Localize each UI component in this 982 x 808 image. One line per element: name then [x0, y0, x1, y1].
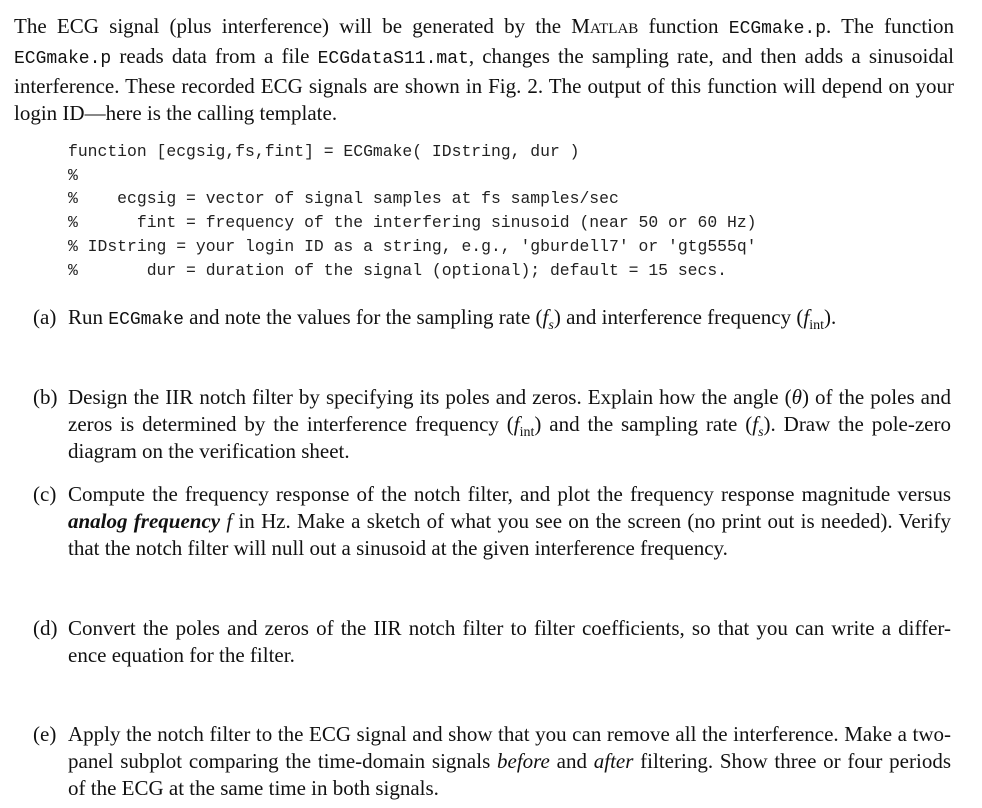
fint-subscript: int: [809, 318, 824, 334]
fs-symbol: f: [542, 305, 549, 329]
intro-text-4: reads data from a file: [111, 44, 318, 68]
part-d-label: (d): [33, 616, 58, 640]
fs-symbol: f: [752, 412, 759, 436]
code-line: %: [68, 165, 78, 185]
calling-template-code: [68, 140, 757, 282]
part-b: [33, 384, 951, 465]
code-line: % IDstring = your login ID as a string, e.g., 'gburdell7' or 'gtg555q': [68, 236, 757, 256]
function-name-2: ECGmake.p: [14, 49, 112, 69]
intro-text-1: The ECG signal (plus interference) will be generated by the: [14, 14, 572, 38]
part-a-text-4: ).: [823, 305, 837, 329]
part-e: [33, 721, 951, 802]
part-b-text-2: ) of the poles and zeros is determined by the interference frequency (: [68, 385, 951, 436]
intro-text-3: . The function: [826, 14, 954, 38]
part-b-text-3: ) and the sampling rate (: [534, 412, 753, 436]
part-b-text-4: ). Draw the pole-zero diagram on the verification sheet.: [68, 412, 951, 463]
part-a-code: ECGmake: [108, 310, 184, 330]
part-c-text-3: in Hz. Make a sketch of what you see on the screen (no print out is needed). Verify that the notch filter will null out a sinusoid at the given interference frequency.: [68, 509, 951, 560]
part-a: [33, 304, 951, 334]
part-b-label: (b): [33, 385, 58, 409]
code-line: function [ecgsig,fs,fint] = ECGmake( IDstring, dur ): [68, 142, 580, 161]
code-line: % fint = frequency of the interfering sinusoid (near 50 or 60 Hz): [68, 213, 757, 233]
part-c-text: [68, 481, 951, 562]
part-e-text: [68, 721, 951, 802]
part-d: [33, 615, 951, 669]
part-e-text-2: and: [549, 749, 594, 773]
part-d-text: Convert the poles and zeros of the IIR notch filter to filter coefficients, so that you can write a differ- ence equation for the filter.: [68, 616, 951, 667]
theta-symbol: θ: [791, 385, 802, 409]
code-line: % ecgsig = vector of signal samples at fs samples/sec: [68, 189, 619, 209]
fs-subscript: s: [548, 318, 554, 334]
part-a-text: [68, 304, 951, 334]
part-e-label: (e): [33, 722, 57, 746]
after-emphasis: after: [593, 749, 634, 773]
part-c-text-1: Compute the frequency response of the notch filter, and plot the frequency response magnitude versus: [68, 482, 951, 506]
intro-text-2: function: [638, 14, 729, 38]
part-e-text-1: Apply the notch filter to the ECG signal and show that you can remove all the interference. Make a two-panel subplot comparing the time-domain signals: [68, 722, 951, 773]
part-b-text: [68, 384, 951, 465]
fs-subscript: s: [758, 425, 764, 441]
before-emphasis: before: [497, 749, 550, 773]
intro-text-5: , changes the sampling rate, and then adds a sinusoidal interference. These recorded ECG signals are shown in Fig. 2. The output of this function will depend on your login ID—here is the calling template.: [14, 44, 954, 125]
part-a-text-1: Run: [68, 305, 109, 329]
fint-symbol: f: [803, 305, 810, 329]
part-e-text-3: filtering. Show three or four periods of the ECG at the same time in both signals.: [68, 749, 951, 800]
part-c-label: (c): [33, 482, 57, 506]
f-symbol: f: [226, 509, 233, 533]
fint-subscript: int: [519, 425, 535, 441]
code-line: % dur = duration of the signal (optional); default = 15 secs.: [68, 260, 728, 280]
part-a-text-2: and note the values for the sampling rate (: [183, 305, 543, 329]
analog-frequency-emphasis: analog frequency: [68, 509, 221, 533]
function-name-1: ECGmake.p: [728, 19, 826, 39]
matlab-name: Matlab: [571, 14, 639, 38]
fint-symbol: f: [513, 412, 520, 436]
part-c: [33, 481, 951, 562]
part-a-label: (a): [33, 305, 57, 329]
intro-paragraph: [14, 13, 954, 127]
part-b-text-1: Design the IIR notch filter by specifying its poles and zeros. Explain how the angle (: [68, 385, 792, 409]
part-a-text-3: ) and interference frequency (: [553, 305, 804, 329]
data-file-name: ECGdataS11.mat: [317, 49, 469, 69]
